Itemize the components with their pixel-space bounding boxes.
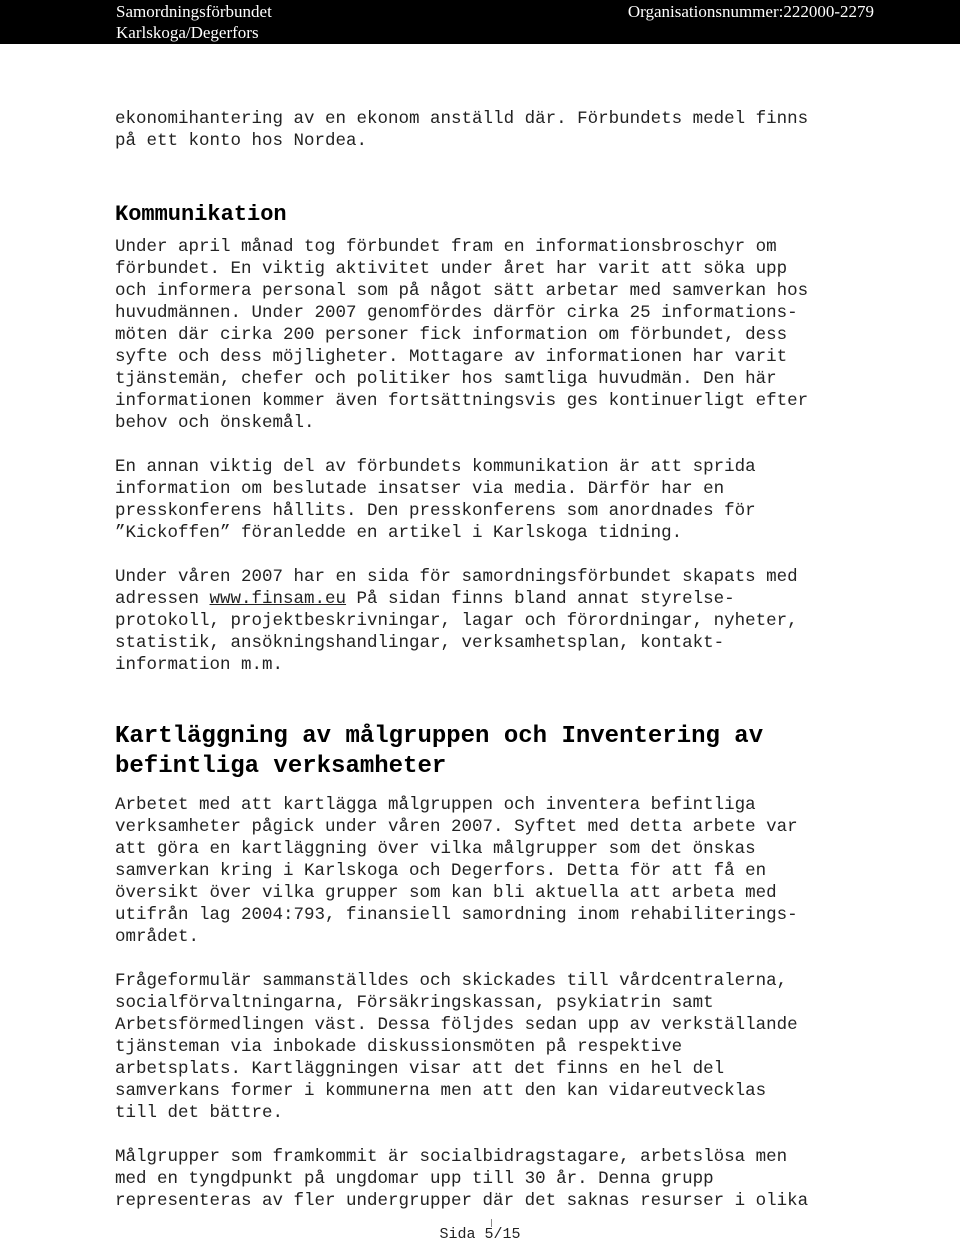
- header-org-number-text: Organisationsnummer:222000-2279: [627, 2, 874, 21]
- text-line: ekonomihantering av en ekonom anställd där. Förbundets medel finns: [115, 109, 809, 129]
- document-body: [115, 108, 905, 1234]
- header-org-line1: Samordningsförbundet: [116, 2, 272, 21]
- kartlaggning-paragraph-3: [115, 1146, 905, 1212]
- kartlaggning-paragraph-1: [115, 794, 905, 948]
- text-line: protokoll, projektbeskrivningar, lagar och förordningar, nyheter,: [115, 611, 798, 631]
- website-link[interactable]: www.finsam.eu: [209, 589, 347, 609]
- text-line: representeras av fler undergrupper där det saknas resurser i olika: [115, 1191, 809, 1211]
- text-line: på ett konto hos Nordea.: [115, 131, 368, 151]
- text-line: statistik, ansökningshandlingar, verksamhetsplan, kontakt-: [115, 633, 725, 653]
- text-line: Arbetsförmedlingen väst. Dessa följdes sedan upp av verkställande: [115, 1015, 798, 1035]
- heading-line: Kartläggning av målgruppen och Inventering av: [115, 723, 764, 750]
- text-line: syfte och dess möjligheter. Mottagare av informationen har varit: [115, 347, 788, 367]
- text-line: tjänsteman via inbokade diskussionsmöten på respektive: [115, 1037, 683, 1057]
- intro-paragraph: [115, 108, 905, 152]
- section-heading-kommunikation: Kommunikation: [115, 202, 287, 227]
- text-line: samverkan kring i Karlskoga och Degerfors. Detta för att få en: [115, 861, 767, 881]
- text-line: tjänstemän, chefer och politiker hos samtliga huvudmän. Den här: [115, 369, 777, 389]
- text-line: utifrån lag 2004:793, finansiell samordning inom rehabiliterings-: [115, 905, 798, 925]
- text-line: information m.m.: [115, 655, 284, 675]
- text-line: arbetsplats. Kartläggningen visar att det finns en hel del: [115, 1059, 725, 1079]
- text-line: Frågeformulär sammanställdes och skickades till vårdcentralerna,: [115, 971, 788, 991]
- text-line: ”Kickoffen” föranledde en artikel i Karlskoga tidning.: [115, 523, 683, 543]
- text-line: området.: [115, 927, 200, 947]
- text-line: huvudmännen. Under 2007 genomfördes därför cirka 25 informations-: [115, 303, 798, 323]
- kartlaggning-paragraph-2: [115, 970, 905, 1124]
- text-line: och informera personal som på något sätt arbetar med samverkan hos: [115, 281, 809, 301]
- text-line: förbundet. En viktig aktivitet under året har varit att söka upp: [115, 259, 788, 279]
- text-line: möten där cirka 200 personer fick information om förbundet, dess: [115, 325, 788, 345]
- text-line: Arbetet med att kartlägga målgruppen och inventera befintliga: [115, 795, 756, 815]
- text-line: information om beslutade insatser via media. Därför har en: [115, 479, 725, 499]
- text-line: informationen kommer även fortsättningsvis ges kontinuerligt efter: [115, 391, 809, 411]
- page-header: [0, 0, 960, 44]
- text-line: verksamheter pågick under våren 2007. Syftet med detta arbete var: [115, 817, 798, 837]
- kommunikation-paragraph-2: [115, 456, 905, 544]
- text-line: En annan viktig del av förbundets kommunikation är att sprida: [115, 457, 756, 477]
- kommunikation-paragraph-1: [115, 236, 905, 434]
- text-line: Under april månad tog förbundet fram en informationsbroschyr om: [115, 237, 777, 257]
- text-line: att göra en kartläggning över vilka målgrupper som det önskas: [115, 839, 756, 859]
- section-heading-kartlaggning: [115, 722, 905, 782]
- text-line: behov och önskemål.: [115, 413, 315, 433]
- text-fragment: På sidan finns bland annat styrelse-: [346, 589, 735, 609]
- text-line: översikt över vilka grupper som kan bli aktuella att arbeta med: [115, 883, 777, 903]
- text-line-with-link: [115, 588, 905, 610]
- text-line: Målgrupper som framkommit är socialbidragstagare, arbetslösa men: [115, 1147, 788, 1167]
- header-org-name: [116, 1, 272, 43]
- heading-line: befintliga verksamheter: [115, 753, 447, 780]
- text-line: till det bättre.: [115, 1103, 284, 1123]
- page-number: Sida 5/15: [439, 1226, 521, 1243]
- text-line: presskonferens hållits. Den presskonferens som anordnades för: [115, 501, 756, 521]
- text-line: samverkans former i kommunerna men att den kan vidareutvecklas: [115, 1081, 767, 1101]
- header-org-number: [628, 1, 874, 22]
- text-line: med en tyngdpunkt på ungdomar upp till 30 år. Denna grupp: [115, 1169, 714, 1189]
- kommunikation-paragraph-3: [115, 566, 905, 676]
- text-line: Under våren 2007 har en sida för samordningsförbundet skapats med: [115, 567, 798, 587]
- header-org-line2: Karlskoga/Degerfors: [116, 23, 259, 42]
- text-line: socialförvaltningarna, Försäkringskassan, psykiatrin samt: [115, 993, 714, 1013]
- text-fragment: adressen: [115, 589, 210, 609]
